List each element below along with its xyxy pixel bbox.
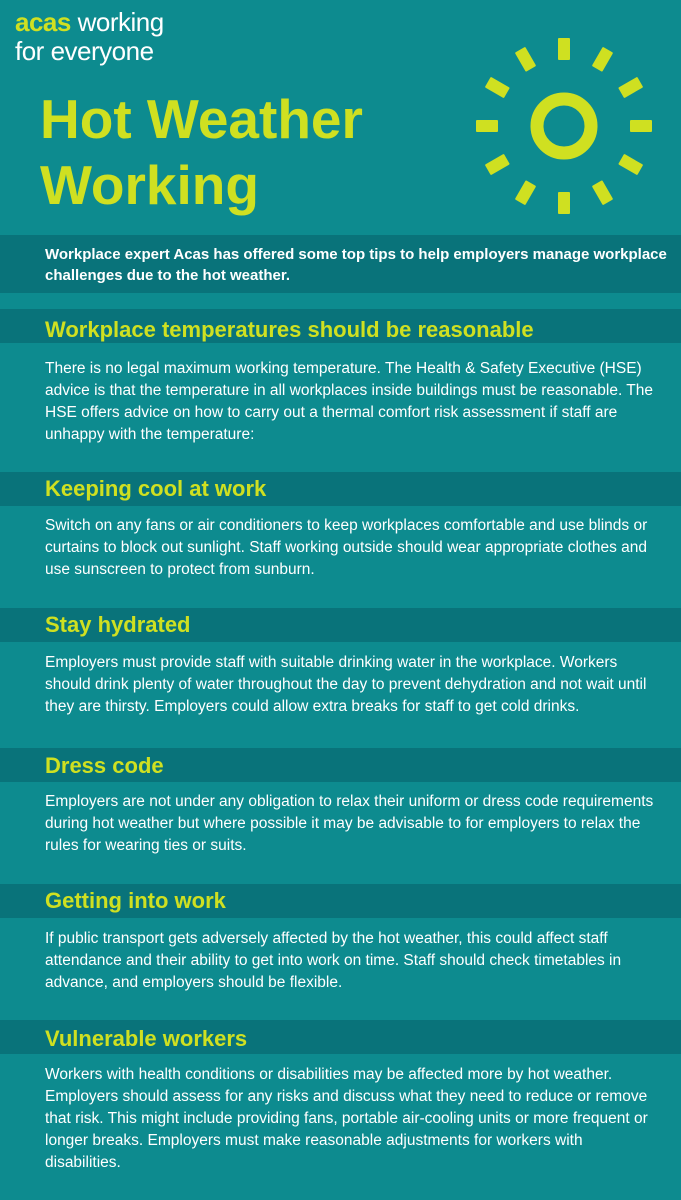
sun-core: [537, 99, 591, 153]
sun-ray: [558, 38, 570, 60]
section-heading-temperatures: Workplace temperatures should be reasonable: [45, 317, 534, 342]
section-body-getting-to-work: If public transport gets adversely affected by the hot weather, this could affect staff attendance and their ability to get into work on time. Staff should check timetables in advance, and employers should be flexible.: [45, 930, 622, 991]
logo-working: working: [77, 7, 164, 37]
section-body-keeping-cool: Switch on any fans or air conditioners to keep workplaces comfortable and use blinds or curtains to block out sunlight. Staff working outside should wear appropriate clothes and use sunscreen to protect from sunburn.: [45, 517, 648, 578]
section-body-vulnerable: Workers with health conditions or disabilities may be affected more by hot weather. Employers should assess for any risks and discuss what they need to reduce or remove that risk. This might include providing fans, portable air-cooling units or more frequent or longer breaks. Employers must make reasonable adjustments for workers with disabilities.: [45, 1066, 648, 1171]
section-body-dress-code: Employers are not under any obligation to relax their uniform or dress code requirements during hot weather but where possible it may be advisable to for employers to relax the rules for wearing ties or suits.: [45, 793, 654, 854]
title-line-1: Hot Weather: [40, 88, 363, 150]
sun-icon: [472, 34, 656, 218]
logo-acas: acas: [15, 7, 71, 37]
logo-line-1: [15, 8, 164, 37]
intro-text: Workplace expert Acas has offered some top tips to help employers manage workplace challenges due to the hot weather.: [45, 246, 667, 284]
section-body-temperatures: There is no legal maximum working temperature. The Health & Safety Executive (HSE) advice is that the temperature in all workplaces inside buildings must be reasonable. The HSE offers advice on how to carry out a thermal comfort risk assessment if staff are unhappy with the temperature:: [45, 360, 653, 443]
sun-ray: [485, 154, 510, 175]
acas-logo: [15, 8, 164, 66]
page-title: [40, 86, 363, 218]
sun-ray: [592, 47, 613, 72]
section-heading-keeping-cool: Keeping cool at work: [45, 476, 267, 501]
section-body-hydrated: Employers must provide staff with suitable drinking water in the workplace. Workers should drink plenty of water throughout the day to prevent dehydration and not wait until they are thirsty. Employers could allow extra breaks for staff to get cold drinks.: [45, 654, 647, 715]
title-line-2: Working: [40, 154, 259, 216]
sun-ray: [485, 77, 510, 98]
section-heading-dress-code: Dress code: [45, 753, 164, 778]
sun-ray: [476, 120, 498, 132]
sun-ray: [630, 120, 652, 132]
logo-tagline: for everyone: [15, 36, 154, 66]
sun-ray: [592, 180, 613, 205]
section-heading-vulnerable: Vulnerable workers: [45, 1026, 248, 1051]
sun-ray: [558, 192, 570, 214]
sun-ray: [515, 180, 536, 205]
section-heading-hydrated: Stay hydrated: [45, 612, 191, 637]
sun-ray: [618, 77, 643, 98]
sun-ray: [515, 47, 536, 72]
section-heading-getting-to-work: Getting into work: [45, 888, 226, 913]
sun-ray: [618, 154, 643, 175]
